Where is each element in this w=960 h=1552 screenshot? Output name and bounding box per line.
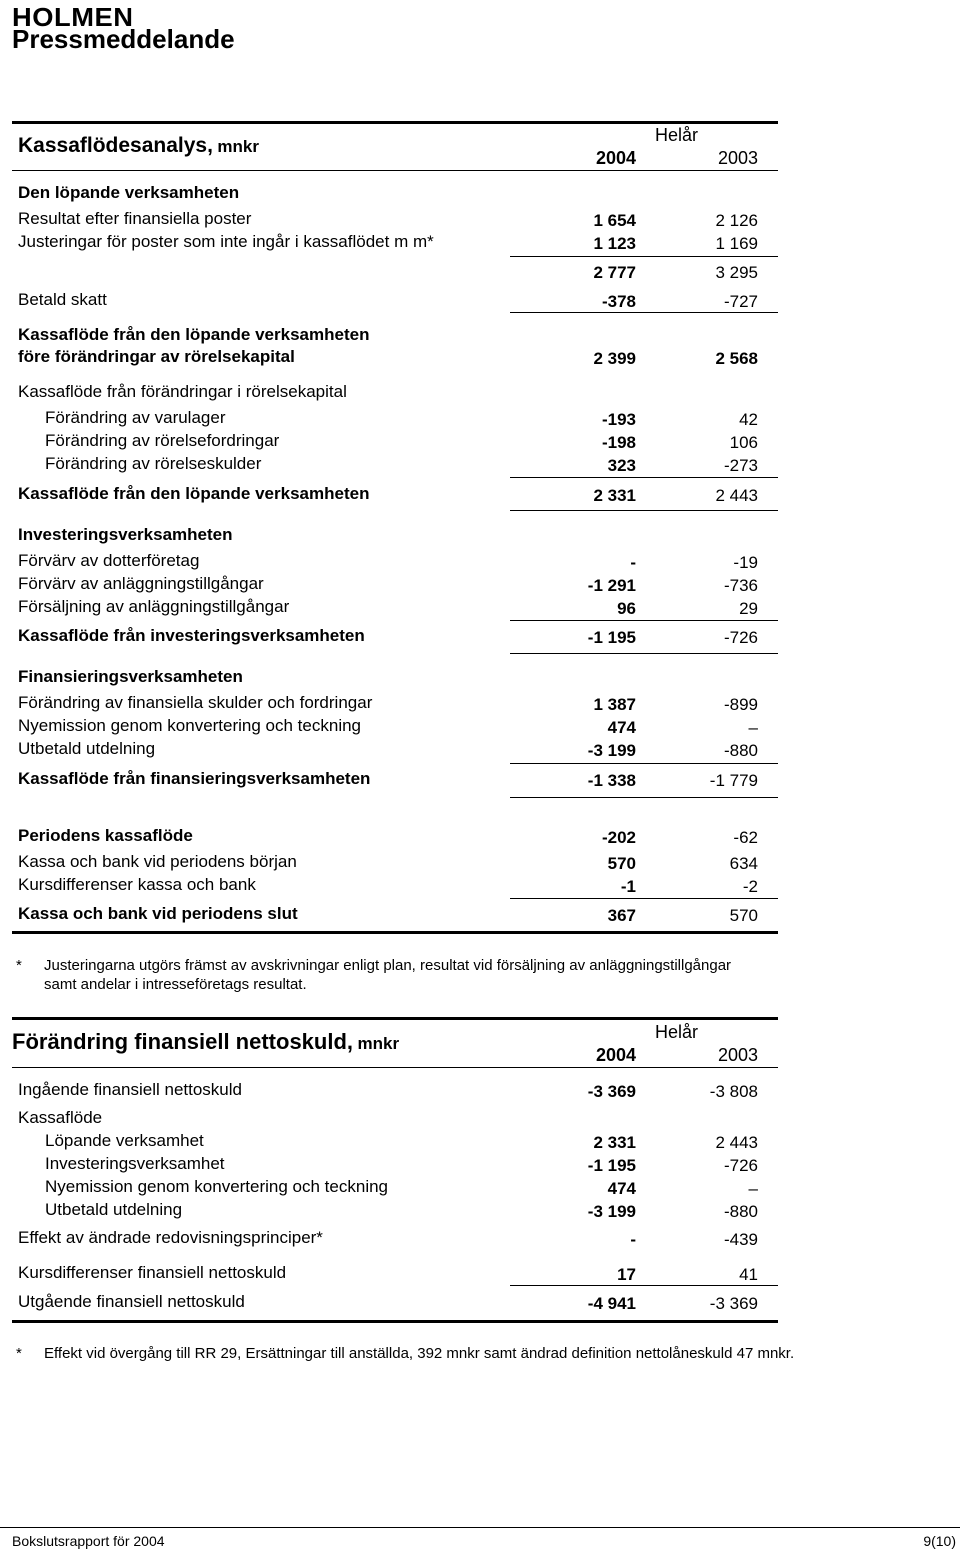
table-row: Nyemission genom konvertering och teckning 474 – — [18, 716, 758, 737]
table-row: före förändringar av rörelsekapital 2 399 2 568 — [18, 347, 758, 368]
subtotal-rule — [510, 797, 778, 798]
subtotal-rule — [510, 477, 778, 478]
table-row: Kassa och bank vid periodens början 570 634 — [18, 852, 758, 873]
subtotal-rule — [510, 256, 778, 257]
footer-page-number: 9(10) — [923, 1533, 956, 1549]
subtotal-rule — [510, 898, 778, 899]
subtotal-rule — [510, 312, 778, 313]
footer-rule — [0, 1527, 960, 1528]
netdebt-unit: mnkr — [357, 1034, 400, 1053]
table-row: Förändring av finansiella skulder och fordringar 1 387 -899 — [18, 693, 758, 714]
column-2003: 2003 — [717, 1045, 758, 1065]
table-row: Utgående finansiell nettoskuld -4 941 -3 369 — [18, 1292, 758, 1313]
table-row: Ingående finansiell nettoskuld -3 369 -3 808 — [18, 1080, 758, 1101]
table-row: Periodens kassaflöde -202 -62 — [18, 826, 758, 847]
document-title: Pressmeddelande — [12, 24, 235, 54]
footnote-text: Justeringarna utgörs främst av avskrivningar enligt plan, resultat vid försäljning av anläggningstillgångar — [44, 957, 732, 974]
table-row: Förvärv av dotterföretag - -19 — [18, 551, 758, 572]
table-row: Kassaflöde från finansieringsverksamheten -1 338 -1 779 — [18, 769, 758, 790]
table-row: Justeringar för poster som inte ingår i kassaflödet m m* 1 123 1 169 — [18, 232, 758, 253]
table-bottom-rule — [12, 1320, 778, 1323]
subtotal-rule — [510, 653, 778, 654]
table-row: Försäljning av anläggningstillgångar 96 29 — [18, 597, 758, 618]
footnote-text: samt andelar i intresseföretags resultat. — [44, 976, 307, 993]
company-logo: HOLMEN — [12, 2, 134, 32]
subtotal-rule — [510, 763, 778, 764]
table-row: Investeringsverksamhet -1 195 -726 — [45, 1154, 758, 1175]
subtotal-rule — [510, 1285, 778, 1286]
table-row: Effekt av ändrade redovisningsprinciper* - -439 — [18, 1228, 758, 1249]
table-row: Nyemission genom konvertering och teckning 474 – — [45, 1177, 758, 1198]
table-row: Kursdifferenser finansiell nettoskuld 17 41 — [18, 1263, 758, 1284]
period-label: Helår — [655, 125, 699, 145]
table-bottom-rule — [12, 931, 778, 934]
footnote-mark: * — [16, 1345, 22, 1362]
footnote-mark: * — [16, 957, 22, 974]
subtotal-rule — [510, 620, 778, 621]
table-top-rule — [12, 121, 778, 124]
table-row: Kassaflöde från den löpande verksamheten 2 331 2 443 — [18, 484, 758, 505]
cashflow-unit: mnkr — [217, 137, 259, 156]
table-row: Utbetald utdelning -3 199 -880 — [18, 739, 758, 760]
header-rule — [12, 1067, 778, 1068]
footer-report-name: Bokslutsrapport för 2004 — [12, 1533, 165, 1549]
table-top-rule — [12, 1017, 778, 1020]
table-row: Investeringsverksamheten — [18, 525, 233, 544]
table-row: Finansieringsverksamheten — [18, 667, 243, 686]
table-row: Förändring av rörelseskulder 323 -273 — [45, 454, 758, 475]
table-row: Resultat efter finansiella poster 1 654 2 126 — [18, 209, 758, 230]
table-row: Förändring av varulager -193 42 — [45, 408, 758, 429]
netdebt-title — [12, 1029, 399, 1055]
table-row: Kassaflöde från investeringsverksamheten -1 195 -726 — [18, 626, 758, 647]
column-2004: 2004 — [595, 148, 636, 168]
table-row: Löpande verksamhet 2 331 2 443 — [45, 1131, 758, 1152]
footnote-text: Effekt vid övergång till RR 29, Ersättningar till anställda, 392 mnkr samt ändrad definition nettolåneskuld 47 mnkr. — [44, 1345, 795, 1362]
table-row: Kassaflöde från förändringar i rörelsekapital — [18, 382, 347, 401]
table-row: Kursdifferenser kassa och bank -1 -2 — [18, 875, 758, 896]
netdebt-title-text: Förändring finansiell nettoskuld, — [12, 1029, 354, 1054]
table-row: Kassaflöde — [18, 1108, 103, 1127]
table-row: Kassaflöde från den löpande verksamheten — [18, 325, 370, 344]
table-row: Förändring av rörelsefordringar -198 106 — [45, 431, 758, 452]
subtotal-rule — [510, 510, 778, 511]
cashflow-title — [18, 134, 259, 158]
header-rule — [12, 170, 778, 171]
column-2004: 2004 — [595, 1045, 636, 1065]
period-label: Helår — [655, 1022, 699, 1042]
column-2003: 2003 — [717, 148, 758, 168]
cashflow-title-text: Kassaflödesanalys, — [18, 134, 213, 157]
table-row: Den löpande verksamheten — [18, 183, 240, 202]
table-row: Förvärv av anläggningstillgångar -1 291 -736 — [18, 574, 758, 595]
table-row: Utbetald utdelning -3 199 -880 — [45, 1200, 758, 1221]
table-row: Betald skatt -378 -727 — [18, 290, 758, 311]
table-row: 2 777 3 295 — [593, 263, 758, 282]
table-row: Kassa och bank vid periodens slut 367 570 — [18, 904, 758, 925]
